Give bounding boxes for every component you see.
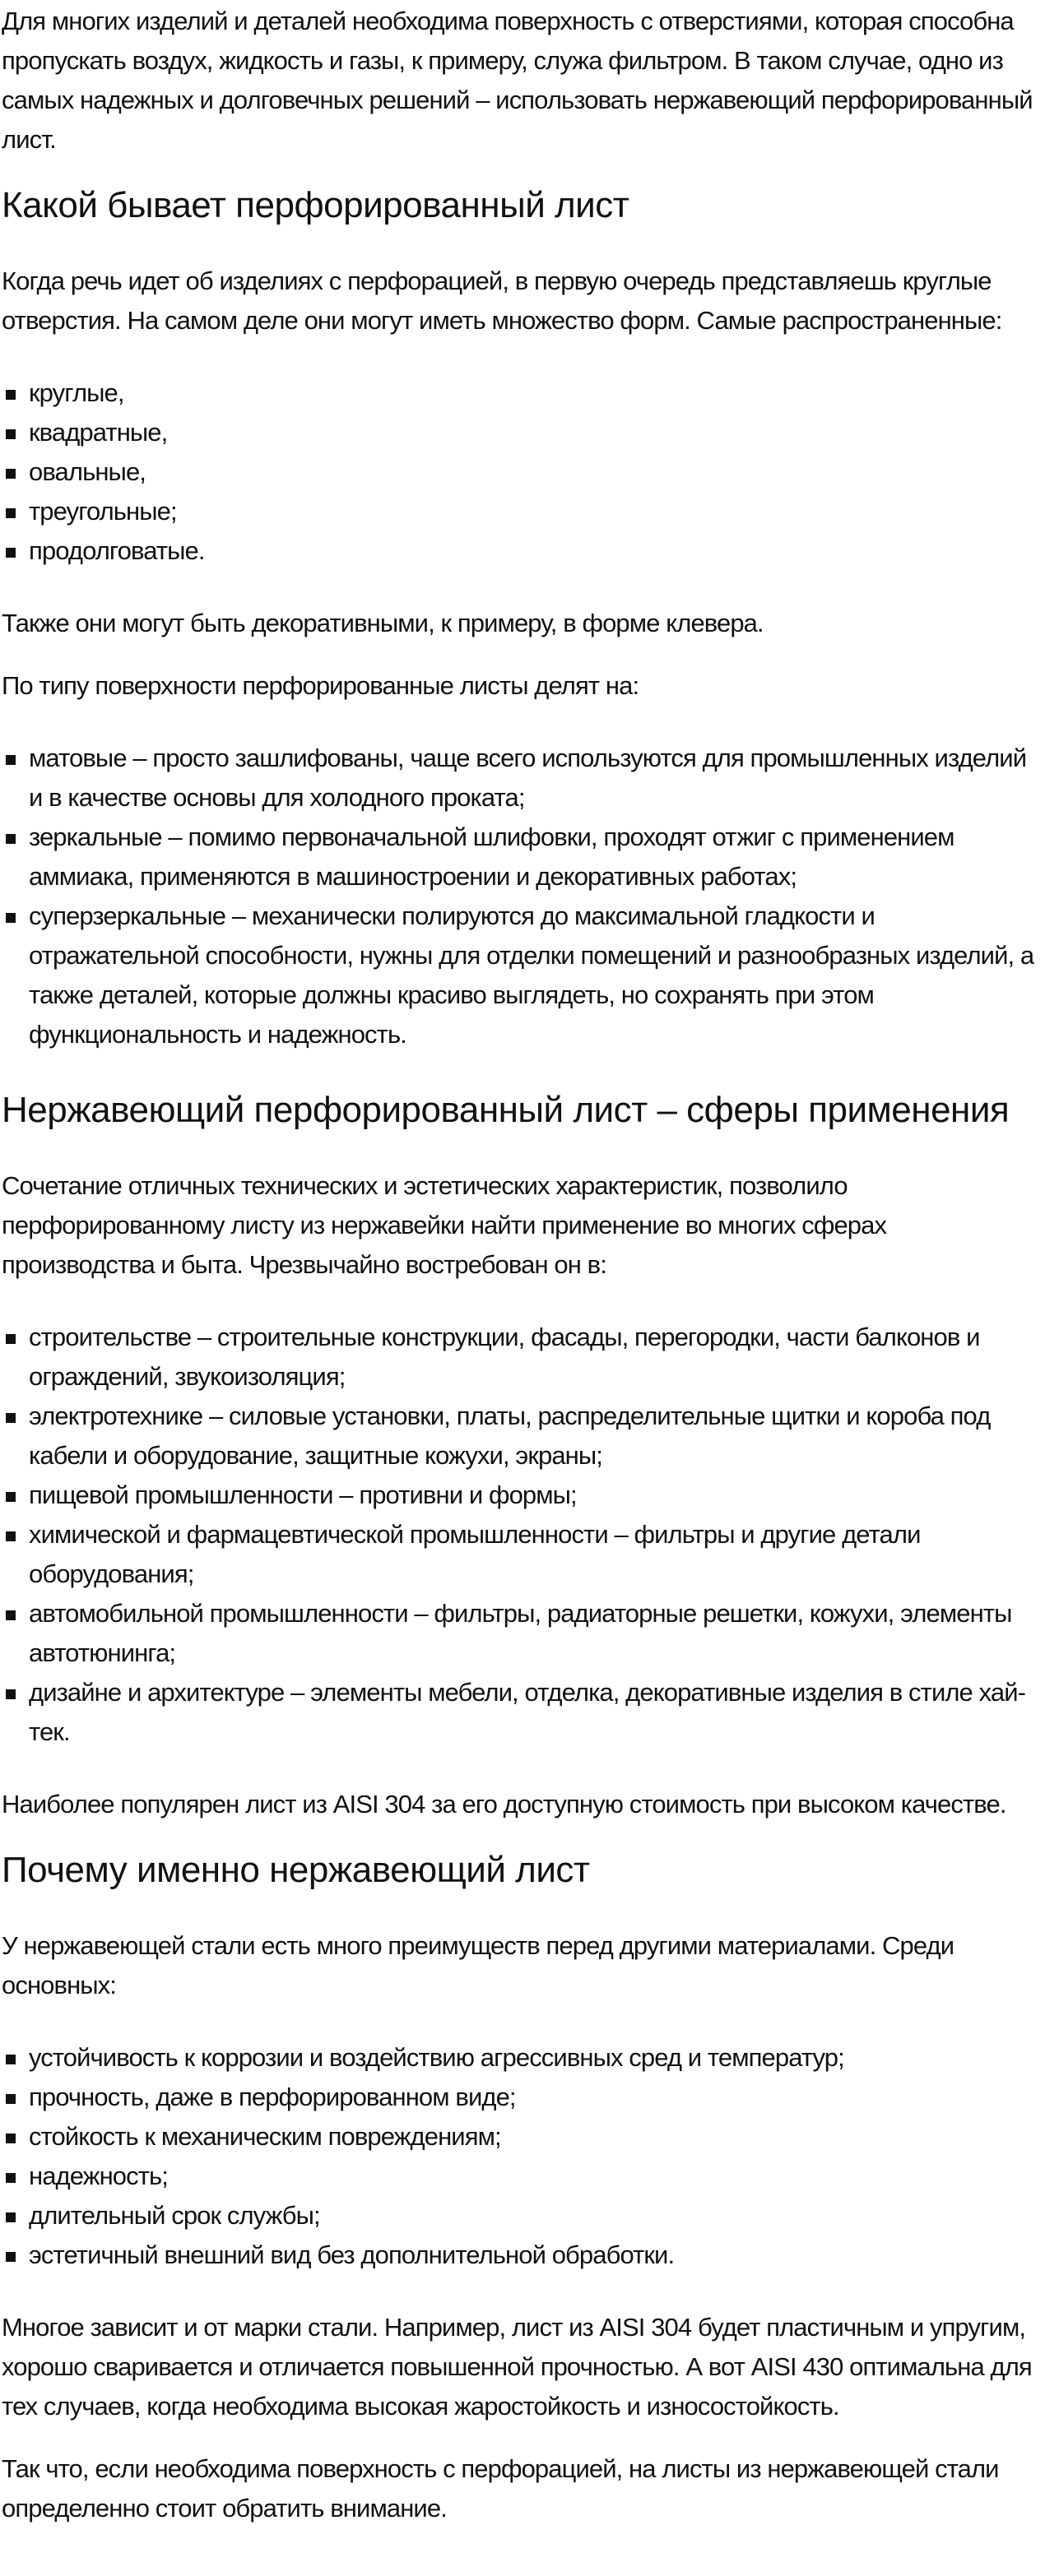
square-bullet-icon	[6, 1413, 16, 1423]
surface-types-list	[2, 739, 1038, 1054]
intro-paragraph: Для многих изделий и деталей необходима поверхность с отверстиями, которая способна пропускать воздух, жидкость и газы, к примеру, служа фильтром. В таком случае, одно из самых надежных и долговечных решений – использовать нержавеющий перфорированный лист.	[2, 7, 1033, 154]
paragraph-surface-types-intro: По типу поверхности перфорированные листы делят на:	[2, 671, 639, 700]
list-item	[2, 2157, 1038, 2196]
square-bullet-icon	[6, 2134, 16, 2143]
square-bullet-icon	[6, 469, 16, 479]
list-item-text: прочность, даже в перфорированном виде;	[29, 2083, 516, 2111]
square-bullet-icon	[6, 2055, 16, 2064]
list-item-text: пищевой промышленности – противни и формы;	[29, 1480, 577, 1509]
square-bullet-icon	[6, 2212, 16, 2222]
square-bullet-icon	[6, 1531, 16, 1541]
square-bullet-icon	[6, 1334, 16, 1344]
list-item	[2, 2078, 1038, 2117]
paragraph-conclusion: Так что, если необходима поверхность с перфорацией, на листы из нержавеющей стали определенно стоит обратить внимание.	[2, 2454, 999, 2523]
list-item-text: продолговатые.	[29, 536, 205, 565]
list-item	[2, 1594, 1038, 1673]
section-heading-why-stainless: Почему именно нержавеющий лист	[2, 1850, 590, 1890]
section-heading-shapes: Какой бывает перфорированный лист	[2, 185, 629, 225]
list-item	[2, 818, 1038, 897]
list-item	[2, 531, 1038, 571]
square-bullet-icon	[6, 429, 16, 439]
applications-list	[2, 1318, 1038, 1752]
square-bullet-icon	[6, 1492, 16, 1502]
square-bullet-icon	[6, 2252, 16, 2262]
square-bullet-icon	[6, 1689, 16, 1699]
square-bullet-icon	[6, 834, 16, 844]
list-item	[2, 897, 1038, 1054]
list-item	[2, 1673, 1038, 1752]
list-item	[2, 739, 1038, 818]
list-item-text: строительстве – строительные конструкции, фасады, перегородки, части балконов и ограждений, звукоизоляция;	[29, 1323, 980, 1391]
paragraph-applications-intro: Сочетание отличных технических и эстетических характеристик, позволило перфорированному листу из нержавейки найти применение во многих сферах производства и быта. Чрезвычайно востребован он в:	[2, 1171, 887, 1279]
list-item	[2, 492, 1038, 531]
hole-shapes-list	[2, 373, 1038, 571]
square-bullet-icon	[6, 913, 16, 923]
list-item-text: дизайне и архитектуре – элементы мебели, отделка, декоративные изделия в стиле хай-тек.	[29, 1678, 1026, 1746]
list-item	[2, 2117, 1038, 2157]
list-item-text: надежность;	[29, 2161, 169, 2190]
list-item-text: эстетичный внешний вид без дополнительной обработки.	[29, 2240, 675, 2269]
list-item	[2, 413, 1038, 452]
list-item-text: химической и фармацевтической промышленности – фильтры и другие детали оборудования;	[29, 1520, 921, 1588]
square-bullet-icon	[6, 508, 16, 518]
list-item-text: квадратные,	[29, 418, 168, 447]
list-item	[2, 2196, 1038, 2235]
list-item	[2, 1318, 1038, 1397]
list-item-text: круглые,	[29, 378, 124, 407]
advantages-list	[2, 2038, 1038, 2275]
list-item	[2, 2038, 1038, 2078]
paragraph-shapes-intro: Когда речь идет об изделиях с перфорацией, в первую очередь представляешь круглые отверстия. На самом деле они могут иметь множество форм. Самые распространенные:	[2, 266, 1002, 335]
list-item	[2, 1476, 1038, 1515]
square-bullet-icon	[6, 548, 16, 558]
list-item	[2, 2235, 1038, 2275]
square-bullet-icon	[6, 2094, 16, 2104]
list-item-text: матовые – просто зашлифованы, чаще всего используются для промышленных изделий и в качестве основы для холодного проката;	[29, 744, 1027, 812]
paragraph-aisi304-popular: Наиболее популярен лист из AISI 304 за его доступную стоимость при высоком качестве.	[2, 1790, 1006, 1818]
square-bullet-icon	[6, 755, 16, 765]
square-bullet-icon	[6, 390, 16, 400]
list-item-text: зеркальные – помимо первоначальной шлифовки, проходят отжиг с применением аммиака, применяются в машиностроении и декоративных работах;	[29, 822, 954, 891]
square-bullet-icon	[6, 1610, 16, 1620]
list-item	[2, 373, 1038, 413]
list-item	[2, 1397, 1038, 1476]
square-bullet-icon	[6, 2173, 16, 2183]
paragraph-steel-grades: Многое зависит и от марки стали. Например, лист из AISI 304 будет пластичным и упругим, хорошо сваривается и отличается повышенной прочностью. А вот AISI 430 оптимальна для тех случаев, когда необходима высокая жаростойкость и износостойкость.	[2, 2313, 1032, 2421]
list-item-text: автомобильной промышленности – фильтры, радиаторные решетки, кожухи, элементы автотюнинга;	[29, 1599, 1012, 1667]
list-item-text: длительный срок службы;	[29, 2201, 320, 2230]
paragraph-advantages-intro: У нержавеющей стали есть много преимуществ перед другими материалами. Среди основных:	[2, 1931, 954, 1999]
paragraph-decorative: Также они могут быть декоративными, к примеру, в форме клевера.	[2, 609, 764, 637]
list-item	[2, 1515, 1038, 1594]
list-item-text: стойкость к механическим повреждениям;	[29, 2122, 501, 2151]
list-item-text: треугольные;	[29, 497, 177, 526]
list-item-text: суперзеркальные – механически полируются до максимальной гладкости и отражательной способности, нужны для отделки помещений и разнообразных изделий, а также деталей, которые должны красиво выглядеть, но сохранять при этом функциональность и надежность.	[29, 901, 1034, 1049]
list-item-text: устойчивость к коррозии и воздействию агрессивных сред и температур;	[29, 2043, 844, 2072]
list-item-text: овальные,	[29, 457, 146, 486]
list-item	[2, 452, 1038, 492]
list-item-text: электротехнике – силовые установки, платы, распределительные щитки и короба под кабели и оборудование, защитные кожухи, экраны;	[29, 1402, 991, 1470]
section-heading-applications: Нержавеющий перфорированный лист – сферы применения	[2, 1090, 1010, 1130]
